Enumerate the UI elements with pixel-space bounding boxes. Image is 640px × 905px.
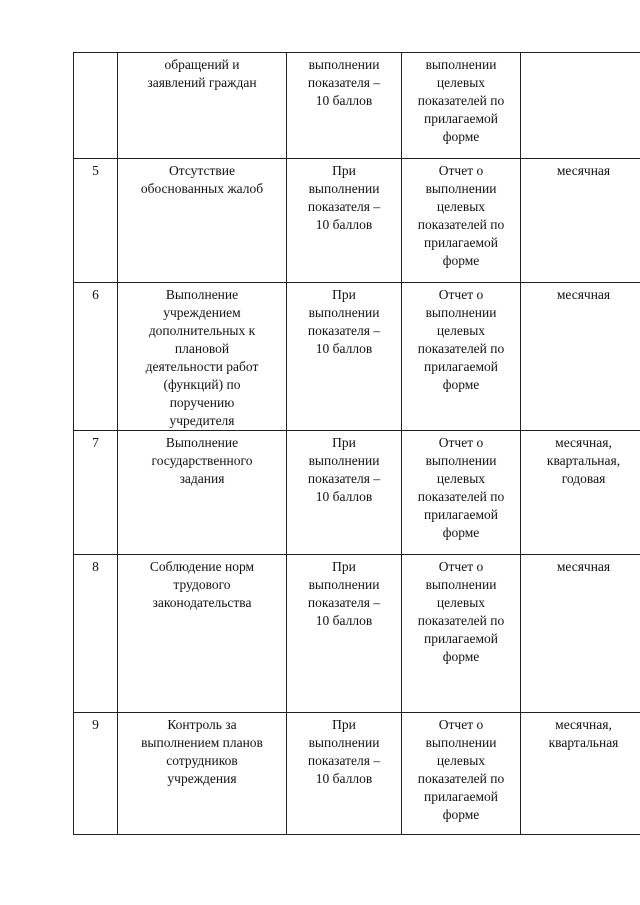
table-row: [74, 555, 640, 713]
criterion-text: При выполнении показателя – 10 баллов: [307, 435, 381, 504]
criterion-text: При выполнении показателя – 10 баллов: [307, 163, 381, 232]
report-form-cell: [402, 53, 521, 159]
periodicity-cell: [521, 431, 640, 555]
indicator-name: Выполнение учреждением дополнительных к плановой деятельности работ (функций) по поручению учредителя: [145, 287, 259, 428]
row-number-cell: [74, 431, 118, 555]
report-form-cell: [402, 283, 521, 431]
indicator-name-cell: [118, 283, 287, 431]
indicator-name: Контроль за выполнением планов сотрудников учреждения: [141, 717, 263, 786]
periodicity-text: месячная: [556, 287, 611, 302]
report-form-text: выполнении целевых показателей по прилагаемой форме: [417, 57, 505, 144]
criterion-cell: [287, 53, 402, 159]
indicator-name-cell: [118, 713, 287, 835]
indicator-name: обращений и заявлений граждан: [147, 57, 257, 90]
indicator-name-cell: [118, 431, 287, 555]
row-number: 6: [92, 287, 99, 302]
indicators-table: [73, 52, 640, 835]
periodicity-cell: [521, 555, 640, 713]
periodicity-text: месячная, квартальная, годовая: [546, 435, 621, 486]
report-form-cell: [402, 713, 521, 835]
row-number-cell: [74, 53, 118, 159]
table-row: [74, 159, 640, 283]
report-form-text: Отчет о выполнении целевых показателей по прилагаемой форме: [417, 717, 505, 822]
report-form-cell: [402, 431, 521, 555]
report-form-cell: [402, 555, 521, 713]
row-number-cell: [74, 283, 118, 431]
periodicity-text: месячная: [556, 163, 611, 178]
row-number-cell: [74, 555, 118, 713]
table-row: [74, 713, 640, 835]
table-row: [74, 53, 640, 159]
criterion-cell: [287, 431, 402, 555]
periodicity-cell: [521, 713, 640, 835]
indicator-name-cell: [118, 159, 287, 283]
indicator-name-cell: [118, 53, 287, 159]
criterion-cell: [287, 283, 402, 431]
criterion-cell: [287, 713, 402, 835]
periodicity-cell: [521, 53, 640, 159]
report-form-text: Отчет о выполнении целевых показателей по прилагаемой форме: [417, 163, 505, 268]
periodicity-text: месячная, квартальная: [548, 717, 619, 750]
row-number-cell: [74, 713, 118, 835]
row-number: 7: [92, 435, 99, 450]
table-row: [74, 431, 640, 555]
periodicity-cell: [521, 283, 640, 431]
indicator-name: Соблюдение норм трудового законодательства: [149, 559, 255, 610]
criterion-text: При выполнении показателя – 10 баллов: [307, 559, 381, 628]
row-number-cell: [74, 159, 118, 283]
row-number: 5: [92, 163, 99, 178]
indicator-name: Выполнение государственного задания: [151, 435, 253, 486]
periodicity-text: месячная: [556, 559, 611, 574]
criterion-text: выполнении показателя – 10 баллов: [307, 57, 381, 108]
row-number: 9: [92, 717, 99, 732]
row-number: 8: [92, 559, 99, 574]
report-form-cell: [402, 159, 521, 283]
periodicity-cell: [521, 159, 640, 283]
indicator-name-cell: [118, 555, 287, 713]
indicator-name: Отсутствие обоснованных жалоб: [140, 163, 264, 196]
criterion-cell: [287, 159, 402, 283]
report-form-text: Отчет о выполнении целевых показателей по прилагаемой форме: [417, 435, 505, 540]
criterion-cell: [287, 555, 402, 713]
table-row: [74, 283, 640, 431]
report-form-text: Отчет о выполнении целевых показателей по прилагаемой форме: [417, 287, 505, 392]
criterion-text: При выполнении показателя – 10 баллов: [307, 717, 381, 786]
criterion-text: При выполнении показателя – 10 баллов: [307, 287, 381, 356]
report-form-text: Отчет о выполнении целевых показателей по прилагаемой форме: [417, 559, 505, 664]
